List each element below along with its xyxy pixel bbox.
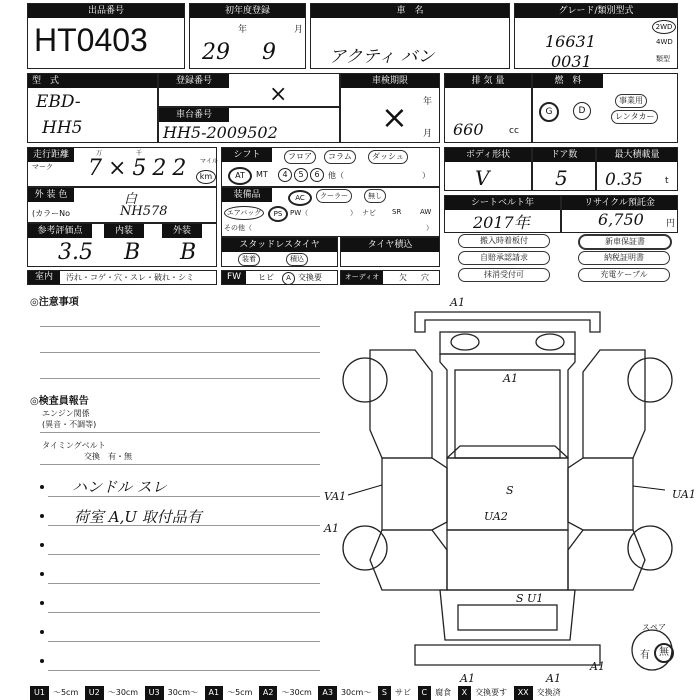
- audio-label: オーディオ: [341, 271, 383, 284]
- equip-ps-option[interactable]: PS: [268, 206, 288, 222]
- equip-pw-close: ）: [350, 209, 357, 217]
- seatbelt-box: [444, 195, 561, 233]
- color-no-value: NH578: [120, 204, 168, 219]
- bullet-dot: [40, 543, 44, 547]
- legend-key: U2: [85, 686, 104, 700]
- legend-value: ～5cm: [52, 688, 79, 697]
- notes-line: [40, 378, 320, 379]
- mark-tailgate: S U1: [516, 592, 544, 605]
- notes-line: [40, 326, 320, 327]
- report-line-1: ハンドル スレ: [72, 478, 167, 496]
- chassis-box: [158, 107, 340, 143]
- legend-value: 30cm～: [167, 688, 198, 697]
- first-registration-box: [189, 3, 306, 69]
- capacity-value: 0.35: [605, 170, 643, 190]
- body-shape-value: V: [475, 166, 490, 190]
- legend-key: XX: [514, 686, 533, 700]
- model-label: 型 式: [28, 74, 157, 88]
- model-box: [27, 73, 158, 143]
- lot-number-box: [27, 3, 185, 69]
- recycle-value: 6,750: [598, 210, 644, 229]
- shift-5-option[interactable]: 5: [294, 168, 308, 182]
- report-rule: [48, 554, 320, 555]
- mark-front-bumper: A1: [450, 296, 465, 309]
- interior-items: 汚れ・コゲ・穴・スレ・破れ・シミ: [66, 273, 194, 282]
- displacement-label: 排 気 量: [445, 74, 531, 88]
- inspector-title: ◎検査員報告: [30, 396, 89, 407]
- left-front-wheel: [343, 358, 387, 402]
- spare-no-option[interactable]: 無: [654, 643, 674, 663]
- displacement-unit: cc: [509, 126, 519, 136]
- fw-label: FW: [222, 271, 246, 284]
- tire-load-box: [340, 237, 440, 267]
- mileage-unit-mile: マイル: [200, 158, 218, 165]
- engine-label: エンジン関係: [42, 409, 90, 418]
- model-value-2: HH5: [42, 118, 83, 138]
- car-name-box: [310, 3, 510, 69]
- car-name-label: 車 名: [311, 4, 509, 18]
- color-no-label: (カラーNo: [32, 209, 70, 218]
- audio-row: [340, 270, 440, 285]
- mark-left-door: VA1: [324, 490, 347, 503]
- eval-score-label: 参考評価点: [28, 224, 92, 238]
- capacity-box: [596, 147, 678, 191]
- rear-bumper: [415, 645, 600, 665]
- inspection-year-unit: 年: [423, 97, 433, 107]
- legend-bar: [30, 686, 565, 700]
- audio-missing: 欠: [399, 273, 407, 282]
- report-rule: [48, 612, 320, 613]
- mark-roof: UA2: [484, 510, 508, 523]
- eval-int-label: 内装: [104, 224, 144, 238]
- grade-line2: 0031: [551, 52, 592, 71]
- report-rule: [48, 670, 320, 671]
- right-front-panel: [583, 350, 645, 458]
- chassis-label: 車台番号: [159, 108, 229, 122]
- shift-label: シフト: [222, 148, 272, 162]
- left-front-panel: [370, 350, 432, 458]
- fw-crack: ヒビ: [258, 273, 274, 282]
- doors-box: [532, 147, 596, 191]
- legend-value: 交換済: [536, 688, 561, 697]
- legend-value: 交換要す: [475, 688, 508, 697]
- lot-number-value: HT0403: [34, 22, 148, 58]
- bullet-dot: [40, 572, 44, 576]
- studless-label: スタッドレスタイヤ: [222, 238, 337, 252]
- ext-color-label: 外 装 色: [28, 188, 74, 202]
- first-reg-year: 29: [202, 40, 230, 65]
- legend-value: ～30cm: [107, 688, 139, 697]
- legend-key: A3: [318, 686, 337, 700]
- audio-hole: 穴: [421, 273, 429, 282]
- shift-floor-option[interactable]: フロア: [284, 150, 316, 164]
- bullet-dot: [40, 659, 44, 663]
- body-shape-box: [444, 147, 532, 191]
- fuel-diesel-option[interactable]: D: [573, 102, 591, 120]
- shift-other: 他（: [328, 171, 344, 180]
- fw-replace: 交換要: [298, 273, 322, 282]
- doc-item-1[interactable]: 搬入時着板付: [458, 234, 550, 248]
- equip-other: その他（: [224, 224, 252, 232]
- mileage-value: 7×522: [88, 156, 193, 181]
- headlight-right: [536, 334, 564, 350]
- ext-color-box: [27, 187, 217, 223]
- doc-item-6[interactable]: 充電ケーブル: [578, 268, 670, 282]
- legend-value: 30cm～: [340, 688, 372, 697]
- interior-row: [27, 270, 217, 285]
- legend-value: 腐食: [435, 688, 452, 697]
- drive-2wd-option[interactable]: 2WD: [652, 20, 676, 34]
- eval-ext-value: B: [180, 240, 197, 265]
- shift-box: [221, 147, 440, 187]
- notes-title: ◎注意事項: [30, 297, 79, 308]
- equipment-box: [221, 187, 440, 237]
- mark-left-rear: A1: [324, 522, 339, 535]
- shift-at-option[interactable]: AT: [228, 167, 252, 185]
- roof-crease: [447, 446, 568, 458]
- mileage-box: [27, 147, 217, 187]
- bullet-dot: [40, 514, 44, 518]
- seatbelt-label: シートベルト年: [445, 196, 560, 210]
- legend-value: ～30cm: [281, 688, 312, 697]
- report-line-2: 荷室 A,U 取付品有: [74, 508, 202, 526]
- displacement-value: 660: [453, 120, 484, 139]
- equip-airbag-option[interactable]: エアバッグ: [224, 206, 264, 220]
- right-front-wheel: [628, 358, 672, 402]
- car-name-value: アクティ バン: [329, 47, 435, 67]
- mark-right-door: UA1: [672, 488, 696, 501]
- mileage-unit-sen: 千: [136, 150, 143, 157]
- equipment-label: 装備品: [222, 188, 272, 202]
- equip-none-option[interactable]: 無し: [364, 189, 386, 203]
- interior-label: 室内: [28, 271, 60, 284]
- timing-sub: 交換 有・無: [84, 452, 132, 461]
- report-rule: [48, 641, 320, 642]
- engine-sub: (異音・不調等): [42, 420, 97, 429]
- legend-key: A2: [259, 686, 278, 700]
- legend-key: C: [418, 686, 432, 700]
- engine-line: [40, 432, 320, 433]
- legend-key: X: [458, 686, 471, 700]
- front-bumper: [415, 312, 600, 332]
- lot-number-label: 出品番号: [28, 4, 184, 18]
- inspection-box: [340, 73, 440, 143]
- evaluation-box: [27, 223, 217, 267]
- legend-key: U3: [145, 686, 164, 700]
- timing-label: タイミングベルト: [42, 441, 106, 450]
- business-use-option[interactable]: 事業用: [615, 94, 647, 108]
- month-unit: 月: [294, 25, 304, 35]
- equip-pw: PW（: [290, 209, 309, 217]
- displacement-box: [444, 73, 532, 143]
- eval-score-value: 3.5: [58, 240, 93, 265]
- shift-6-option[interactable]: 6: [310, 168, 324, 182]
- fuel-label: 燃 料: [533, 74, 603, 88]
- chassis-value: HH5-2009502: [163, 123, 278, 142]
- spare-label: スペア: [642, 623, 666, 632]
- legend-key: U1: [30, 686, 49, 700]
- mark-rear-corner: A1: [590, 660, 605, 673]
- report-rule: [48, 525, 320, 526]
- timing-line: [40, 464, 320, 465]
- legend-key: A1: [205, 686, 224, 700]
- rental-option[interactable]: レンタカー: [611, 110, 658, 124]
- doc-item-5[interactable]: 抹消受付可: [458, 268, 550, 282]
- seatbelt-value: 2017年: [473, 213, 530, 232]
- mark-rear-bumper-right: A1: [546, 672, 561, 685]
- first-reg-month: 9: [262, 40, 276, 65]
- shift-other-close: ）: [422, 171, 430, 180]
- capacity-label: 最大積載量: [597, 148, 677, 162]
- hood-top: [440, 332, 575, 354]
- fw-a-option[interactable]: A: [282, 272, 295, 285]
- shift-column-option[interactable]: コラム: [324, 150, 356, 164]
- recycle-box: [561, 195, 678, 233]
- vehicle-damage-diagram: [320, 290, 696, 686]
- equip-cooler-option[interactable]: クーラー: [316, 189, 352, 203]
- doc-item-4[interactable]: 納税証明書: [578, 251, 670, 265]
- inspection-label: 車検期限: [341, 74, 439, 88]
- body-shape-label: ボディ形状: [445, 148, 531, 162]
- right-rear-panel: [568, 530, 645, 590]
- equip-other-close: ）: [426, 224, 433, 232]
- inspection-month-unit: 月: [423, 129, 433, 139]
- shift-dash-option[interactable]: ダッシュ: [368, 150, 408, 164]
- left-rear-panel: [370, 530, 447, 590]
- eval-int-value: B: [124, 240, 141, 265]
- capacity-unit: t: [665, 176, 669, 186]
- mileage-unit-man: 万: [96, 150, 103, 157]
- inspection-value: ×: [381, 98, 408, 136]
- rear-window: [458, 605, 557, 630]
- reg-number-box: [158, 73, 340, 107]
- shift-4-option[interactable]: 4: [278, 168, 292, 182]
- equip-navi[interactable]: ナビ: [362, 209, 376, 217]
- mileage-mark-label: マーク: [32, 163, 53, 171]
- model-value-1: EBD-: [36, 92, 81, 112]
- rear-body: [447, 530, 568, 590]
- studless-loaded-option[interactable]: 積込: [286, 253, 308, 266]
- studless-box: [221, 237, 338, 267]
- fuel-gas-option[interactable]: G: [539, 102, 559, 122]
- mark-rear-bumper-left: A1: [460, 672, 475, 685]
- notes-line: [40, 352, 320, 353]
- doors-label: ドア数: [533, 148, 595, 162]
- bullet-dot: [40, 485, 44, 489]
- left-middle-door: [382, 458, 447, 530]
- equip-ac-option[interactable]: AC: [288, 190, 312, 206]
- ext-color-value: 白: [124, 192, 138, 207]
- fw-row: [221, 270, 338, 285]
- doc-item-3[interactable]: 自賠承認請求: [458, 251, 550, 265]
- mark-roof-s: S: [506, 484, 514, 497]
- grade-line1: 16631: [545, 32, 596, 51]
- report-rule: [48, 496, 320, 497]
- equip-sr[interactable]: SR: [392, 208, 402, 216]
- drive-4wd-option[interactable]: 4WD: [656, 38, 673, 46]
- eval-ext-label: 外装: [162, 224, 202, 238]
- mileage-label: 走行距離: [28, 148, 74, 162]
- legend-key: S: [378, 686, 391, 700]
- legend-value: ～5cm: [227, 688, 253, 697]
- recycle-label: リサイクル預託金: [562, 196, 677, 210]
- year-unit: 年: [238, 25, 248, 35]
- fuel-box: [532, 73, 678, 143]
- report-rule: [48, 583, 320, 584]
- grade-label: グレード/類別型式: [515, 4, 677, 18]
- studless-mounted-option[interactable]: 装着: [238, 253, 260, 266]
- first-registration-label: 初年度登録: [190, 4, 305, 18]
- mileage-unit-km: km: [196, 170, 216, 184]
- tire-load-label: タイヤ積込: [341, 238, 439, 252]
- right-middle-door: [568, 458, 633, 530]
- reg-number-value: ×: [269, 82, 288, 107]
- spare-yes-option[interactable]: 有: [640, 650, 650, 661]
- bullet-dot: [40, 630, 44, 634]
- equip-aw[interactable]: AW: [420, 208, 432, 216]
- form-label: 類型: [656, 55, 670, 63]
- shift-mt-option[interactable]: MT: [256, 170, 268, 179]
- headlight-left: [451, 334, 479, 350]
- doors-value: 5: [555, 166, 568, 190]
- tailgate: [440, 590, 575, 640]
- bullet-dot: [40, 601, 44, 605]
- mark-hood: A1: [503, 372, 518, 385]
- grade-box: [514, 3, 678, 69]
- legend-value: サビ: [394, 688, 411, 697]
- doc-item-2[interactable]: 新車保証書: [578, 234, 672, 250]
- recycle-unit: 円: [666, 219, 676, 229]
- reg-number-label: 登録番号: [159, 74, 229, 88]
- documents-panel: [444, 233, 678, 285]
